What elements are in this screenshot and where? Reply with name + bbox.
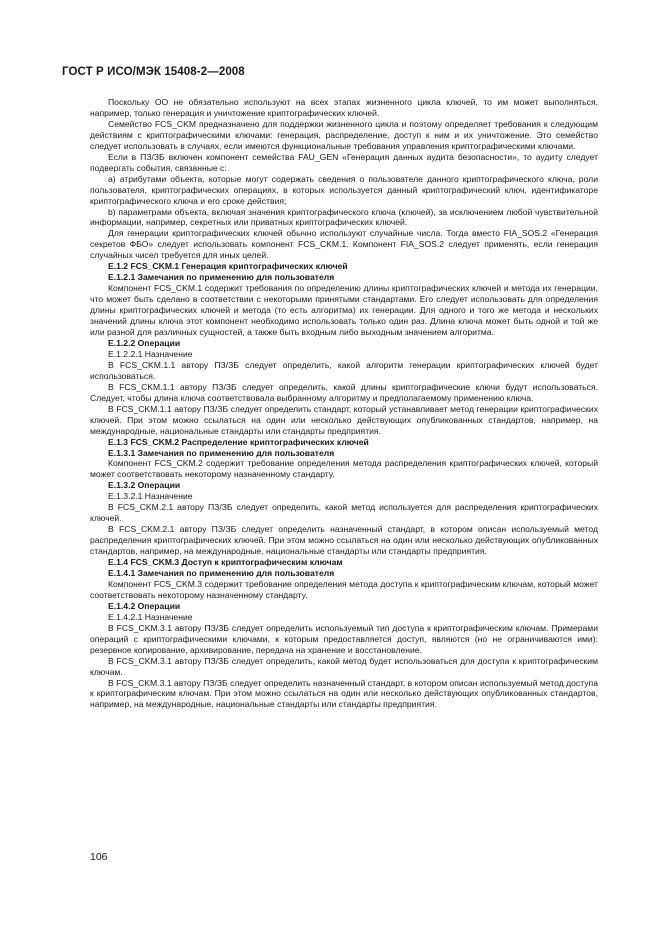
paragraph: В FCS_CKM.1.1 автору ПЗ/ЗБ следует определить стандарт, который устанавливает метод генерации криптографических ключей. При этом можно ссылаться на один или несколько действующих опубликованных стандартов, например, на международные, национальные стандарты или стандарты предприятия. (90, 403, 598, 436)
document-body (90, 97, 598, 710)
paragraph: В FCS_CKM.3.1 автору ПЗ/ЗБ следует определить, какой метод будет использоваться для доступа к криптографическим ключам. (90, 655, 598, 677)
paragraph: Если в ПЗ/ЗБ включен компонент семейства FAU_GEN «Генерация данных аудита безопасности», то аудиту следует подвергать события, связанные с: (90, 151, 598, 173)
section-heading: E.1.2 FCS_CKM.1 Генерация криптографических ключей (108, 261, 348, 272)
paragraph: В FCS_CKM.2.1 автору ПЗ/ЗБ следует определить назначенный стандарт, в котором описан используемый метод распределения криптографических ключей. При этом можно ссылаться на один или несколько действующих опубликованных стандартов, например, на международные, национальные стандарты или стандарты предприятия. (90, 524, 598, 557)
paragraph: E.1.4.2.1 Назначение (108, 611, 193, 622)
section-heading: E.1.4.2 Операции (108, 600, 181, 611)
paragraph: Для генерации криптографических ключей обычно используют случайные числа. Тогда вместо FIA_SOS.2 «Генерация секретов ФБО» следует использовать компонент FCS_CKM.1. Компонент FIA_SOS.2 следует применять, если генерация случайных чисел требуется для иных целей. (90, 228, 598, 261)
page-number: 106 (90, 851, 108, 863)
paragraph: В FCS_CKM.3.1 автору ПЗ/ЗБ следует определить назначенный стандарт, в котором описан используемый метод доступа к криптографическим ключам. При этом можно ссылаться на один или несколько действующих опубликованных стандартов, например, на международные, национальные стандарты или стандарты предприятия. (90, 677, 598, 710)
paragraph: а) атрибутами объекта, которые могут содержать сведения о пользователе данного криптографического ключа, роли пользователя, криптографических операциях, в которых используется данный криптографический ключ, идентификаторе криптографического ключа и его сроке действия; (90, 173, 598, 206)
paragraph: В FCS_CKM.1.1 автору ПЗ/ЗБ следует определить, какой длины криптографические ключи будут использоваться. Следует, чтобы длина ключа соответствовала выбранному алгоритму и предполагаемому применению ключа. (90, 381, 598, 403)
paragraph: В FCS_CKM.3.1 автору ПЗ/ЗБ следует определить используемый тип доступа к криптографическим ключам. Примерами операций с криптографическими ключами, к которым предоставляется доступ, являются (но не ограничиваются ими): резервное копирование, архивирование, передача на хранение и восстановление. (90, 622, 598, 655)
document-header: ГОСТ Р ИСО/МЭК 15408-2—2008 (62, 66, 245, 78)
paragraph: E.1.2.2.1 Назначение (108, 348, 193, 359)
section-heading: E.1.3.2 Операции (108, 480, 181, 491)
paragraph: Компонент FCS_CKM.3 содержит требование определения метода доступа к криптографическим ключам, который может соответствовать некоторому назначенному стандарту. (90, 578, 598, 600)
paragraph: Компонент FCS_CKM.1 содержит требования по определению длины криптографических ключей и метода их генерации, что может быть сделано в соответствии с некоторыми принятыми стандартами. Его следует использовать для определения длины криптографических ключей и метода (то есть алгоритма) их генерации. Для одного и того же метода и нескольких значений длины ключа этот компонент необходимо использовать только один раз. Длина ключа может быть одной и той же или разной для различных сущностей, а также быть входным либо выходным значением алгоритма. (90, 283, 598, 338)
paragraph: Семейство FCS_CKM предназначено для поддержки жизненного цикла и поэтому определяет требования к следующим действиям с криптографическими ключами: генерация, распределение, доступ к ним и их уничтожение. Это семейство следует использовать в случаях, если имеются функциональные требования управления криптографическими ключами. (90, 118, 598, 151)
section-heading: E.1.3.1 Замечания по применению для пользователя (108, 447, 335, 458)
section-heading: E.1.2.2 Операции (108, 337, 181, 348)
paragraph: В FCS_CKM.1.1 автору ПЗ/ЗБ следует определить, какой алгоритм генерации криптографических ключей будет использоваться. (90, 359, 598, 381)
paragraph: Компонент FCS_CKM.2 содержит требование определения метода распределения криптографических ключей, который может соответствовать некоторому назначенному стандарту. (90, 458, 598, 480)
paragraph: Поскольку ОО не обязательно используют на всех этапах жизненного цикла ключей, то им может выполняться, например, только генерация и уничтожение криптографических ключей. (90, 97, 598, 118)
section-heading: E.1.2.1 Замечания по применению для пользователя (108, 272, 335, 283)
section-heading: E.1.4 FCS_CKM.3 Доступ к криптографическим ключам (108, 557, 343, 568)
section-heading: E.1.4.1 Замечания по применению для пользователя (108, 567, 335, 578)
paragraph: E.1.3.2.1 Назначение (108, 491, 193, 502)
paragraph: b) параметрами объекта, включая значения криптографического ключа (ключей), за исключением любой чувствительной информации, например, секретных или приватных криптографических ключей. (90, 206, 598, 228)
section-heading: E.1.3 FCS_CKM.2 Распределение криптографических ключей (108, 436, 369, 447)
paragraph: В FCS_CKM.2.1 автору ПЗ/ЗБ следует определить, какой метод используется для распределения криптографических ключей. (90, 502, 598, 524)
